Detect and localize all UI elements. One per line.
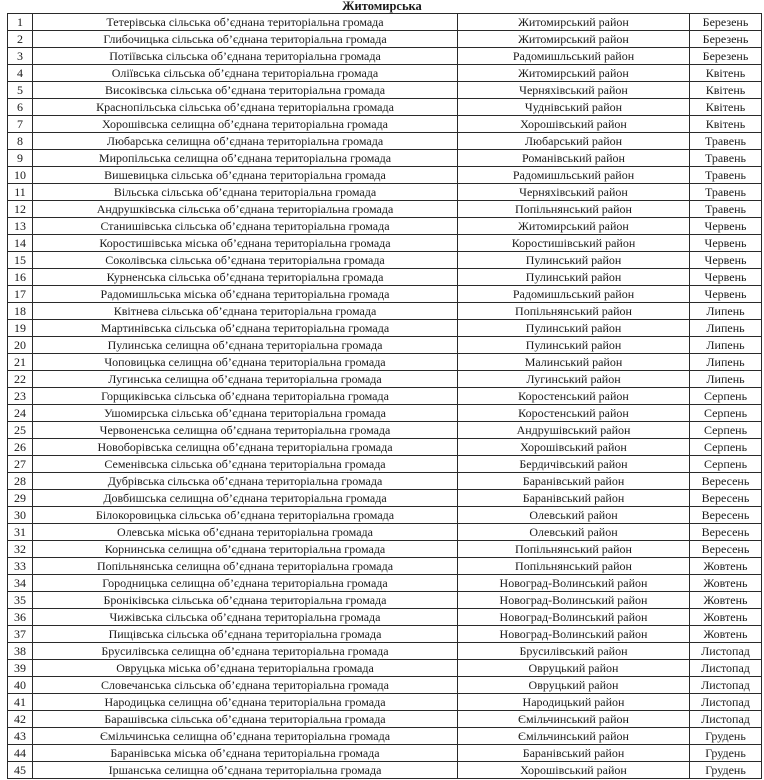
row-number-cell: 19 [8, 320, 33, 337]
table-row [8, 558, 762, 575]
table-row [8, 201, 762, 218]
community-name-cell: Ємільчинська селищна об’єднана територіальна громада [33, 728, 458, 745]
month-cell: Березень [690, 31, 762, 48]
month-cell: Липень [690, 320, 762, 337]
month-cell: Червень [690, 235, 762, 252]
district-cell: Ємільчинський район [458, 728, 690, 745]
table-row [8, 235, 762, 252]
month-cell: Вересень [690, 541, 762, 558]
table-row [8, 82, 762, 99]
table-row [8, 65, 762, 82]
month-cell: Жовтень [690, 592, 762, 609]
month-cell: Липень [690, 354, 762, 371]
community-name-cell: Броніківська сільська об’єднана територіальна громада [33, 592, 458, 609]
month-cell: Червень [690, 269, 762, 286]
table-row [8, 660, 762, 677]
row-number-cell: 39 [8, 660, 33, 677]
community-name-cell: Миропільська селищна об’єднана територіальна громада [33, 150, 458, 167]
district-cell: Овруцький район [458, 660, 690, 677]
row-number-cell: 27 [8, 456, 33, 473]
month-cell: Квітень [690, 82, 762, 99]
row-number-cell: 31 [8, 524, 33, 541]
table-row [8, 167, 762, 184]
row-number-cell: 14 [8, 235, 33, 252]
district-cell: Черняхівський район [458, 184, 690, 201]
community-name-cell: Любарська селищна об’єднана територіальна громада [33, 133, 458, 150]
community-name-cell: Вишевицька сільська об’єднана територіальна громада [33, 167, 458, 184]
district-cell: Бердичівський район [458, 456, 690, 473]
table-row [8, 116, 762, 133]
community-name-cell: Ушомирська сільська об’єднана територіальна громада [33, 405, 458, 422]
table-row [8, 592, 762, 609]
month-cell: Грудень [690, 762, 762, 779]
table-row [8, 609, 762, 626]
district-cell: Попільнянський район [458, 201, 690, 218]
month-cell: Грудень [690, 745, 762, 762]
community-name-cell: Високівська сільська об’єднана територіальна громада [33, 82, 458, 99]
community-name-cell: Іршанська селищна об’єднана територіальна громада [33, 762, 458, 779]
district-cell: Радомишльський район [458, 286, 690, 303]
row-number-cell: 35 [8, 592, 33, 609]
month-cell: Квітень [690, 65, 762, 82]
community-name-cell: Станишівська сільська об’єднана територіальна громада [33, 218, 458, 235]
row-number-cell: 40 [8, 677, 33, 694]
table-row [8, 252, 762, 269]
row-number-cell: 12 [8, 201, 33, 218]
district-cell: Коростенський район [458, 388, 690, 405]
table-row [8, 541, 762, 558]
region-title: Житомирська [342, 0, 422, 13]
table-row [8, 439, 762, 456]
row-number-cell: 28 [8, 473, 33, 490]
community-name-cell: Курненська сільська об’єднана територіальна громада [33, 269, 458, 286]
table-row [8, 388, 762, 405]
table-row [8, 575, 762, 592]
district-cell: Олевський район [458, 507, 690, 524]
row-number-cell: 4 [8, 65, 33, 82]
community-name-cell: Мартинівська сільська об’єднана територіальна громада [33, 320, 458, 337]
district-cell: Баранівський район [458, 490, 690, 507]
table-row [8, 14, 762, 31]
row-number-cell: 15 [8, 252, 33, 269]
district-cell: Пулинський район [458, 269, 690, 286]
month-cell: Червень [690, 252, 762, 269]
table-row [8, 762, 762, 779]
row-number-cell: 6 [8, 99, 33, 116]
table-row [8, 48, 762, 65]
row-number-cell: 22 [8, 371, 33, 388]
table-row [8, 354, 762, 371]
community-name-cell: Овруцька міська об’єднана територіальна громада [33, 660, 458, 677]
month-cell: Квітень [690, 99, 762, 116]
month-cell: Листопад [690, 643, 762, 660]
district-cell: Новоград-Волинський район [458, 626, 690, 643]
row-number-cell: 43 [8, 728, 33, 745]
table-row [8, 337, 762, 354]
month-cell: Листопад [690, 711, 762, 728]
month-cell: Листопад [690, 694, 762, 711]
district-cell: Попільнянський район [458, 541, 690, 558]
district-cell: Брусилівський район [458, 643, 690, 660]
district-cell: Чуднівський район [458, 99, 690, 116]
community-name-cell: Народицька селищна об’єднана територіальна громада [33, 694, 458, 711]
month-cell: Вересень [690, 473, 762, 490]
community-name-cell: Семенівська сільська об’єднана територіальна громада [33, 456, 458, 473]
row-number-cell: 29 [8, 490, 33, 507]
row-number-cell: 20 [8, 337, 33, 354]
row-number-cell: 34 [8, 575, 33, 592]
table-row [8, 422, 762, 439]
community-name-cell: Горщиківська сільська об’єднана територіальна громада [33, 388, 458, 405]
district-cell: Житомирський район [458, 65, 690, 82]
district-cell: Малинський район [458, 354, 690, 371]
community-name-cell: Пищівська сільська об’єднана територіальна громада [33, 626, 458, 643]
communities-table [7, 13, 762, 779]
month-cell: Березень [690, 14, 762, 31]
community-name-cell: Червоненська селищна об’єднана територіальна громада [33, 422, 458, 439]
district-cell: Баранівський район [458, 473, 690, 490]
district-cell: Баранівський район [458, 745, 690, 762]
month-cell: Вересень [690, 507, 762, 524]
community-name-cell: Білокоровицька сільська об’єднана територіальна громада [33, 507, 458, 524]
district-cell: Хорошівський район [458, 116, 690, 133]
row-number-cell: 38 [8, 643, 33, 660]
community-name-cell: Пулинська селищна об’єднана територіальна громада [33, 337, 458, 354]
row-number-cell: 3 [8, 48, 33, 65]
district-cell: Радомишльський район [458, 167, 690, 184]
row-number-cell: 45 [8, 762, 33, 779]
table-row [8, 269, 762, 286]
row-number-cell: 21 [8, 354, 33, 371]
month-cell: Липень [690, 371, 762, 388]
row-number-cell: 36 [8, 609, 33, 626]
month-cell: Вересень [690, 490, 762, 507]
district-cell: Овруцький район [458, 677, 690, 694]
district-cell: Радомишльський район [458, 48, 690, 65]
table-row [8, 405, 762, 422]
month-cell: Травень [690, 133, 762, 150]
table-row [8, 184, 762, 201]
month-cell: Серпень [690, 422, 762, 439]
community-name-cell: Глибочицька сільська об’єднана територіальна громада [33, 31, 458, 48]
month-cell: Листопад [690, 660, 762, 677]
row-number-cell: 11 [8, 184, 33, 201]
month-cell: Червень [690, 218, 762, 235]
table-row [8, 524, 762, 541]
row-number-cell: 13 [8, 218, 33, 235]
month-cell: Серпень [690, 456, 762, 473]
table-row [8, 711, 762, 728]
district-cell: Пулинський район [458, 337, 690, 354]
community-name-cell: Тетерівська сільська об’єднана територіальна громада [33, 14, 458, 31]
community-name-cell: Хорошівська селищна об’єднана територіальна громада [33, 116, 458, 133]
month-cell: Травень [690, 150, 762, 167]
row-number-cell: 1 [8, 14, 33, 31]
district-cell: Олевський район [458, 524, 690, 541]
month-cell: Жовтень [690, 609, 762, 626]
community-name-cell: Городницька селищна об’єднана територіальна громада [33, 575, 458, 592]
month-cell: Липень [690, 303, 762, 320]
row-number-cell: 32 [8, 541, 33, 558]
table-row [8, 694, 762, 711]
row-number-cell: 23 [8, 388, 33, 405]
community-name-cell: Вільська сільська об’єднана територіальна громада [33, 184, 458, 201]
table-row [8, 728, 762, 745]
district-cell: Попільнянський район [458, 303, 690, 320]
district-cell: Черняхівський район [458, 82, 690, 99]
month-cell: Квітень [690, 116, 762, 133]
row-number-cell: 18 [8, 303, 33, 320]
month-cell: Листопад [690, 677, 762, 694]
row-number-cell: 26 [8, 439, 33, 456]
table-row [8, 150, 762, 167]
row-number-cell: 25 [8, 422, 33, 439]
month-cell: Грудень [690, 728, 762, 745]
row-number-cell: 37 [8, 626, 33, 643]
month-cell: Липень [690, 337, 762, 354]
table-row [8, 626, 762, 643]
row-number-cell: 33 [8, 558, 33, 575]
table-row [8, 218, 762, 235]
district-cell: Романівський район [458, 150, 690, 167]
district-cell: Житомирський район [458, 218, 690, 235]
community-name-cell: Коростишівська міська об’єднана територіальна громада [33, 235, 458, 252]
community-name-cell: Оліївська сільська об’єднана територіальна громада [33, 65, 458, 82]
district-cell: Попільнянський район [458, 558, 690, 575]
row-number-cell: 42 [8, 711, 33, 728]
month-cell: Червень [690, 286, 762, 303]
table-row [8, 99, 762, 116]
community-name-cell: Дубрівська сільська об’єднана територіальна громада [33, 473, 458, 490]
community-name-cell: Попільнянська селищна об’єднана територіальна громада [33, 558, 458, 575]
table-row [8, 473, 762, 490]
community-name-cell: Довбишська селищна об’єднана територіальна громада [33, 490, 458, 507]
community-name-cell: Словечанська сільська об’єднана територіальна громада [33, 677, 458, 694]
community-name-cell: Чижівська сільська об’єднана територіальна громада [33, 609, 458, 626]
community-name-cell: Андрушківська сільська об’єднана територіальна громада [33, 201, 458, 218]
row-number-cell: 41 [8, 694, 33, 711]
community-name-cell: Брусилівська селищна об’єднана територіальна громада [33, 643, 458, 660]
district-cell: Новоград-Волинський район [458, 575, 690, 592]
table-row [8, 507, 762, 524]
district-cell: Новоград-Волинський район [458, 592, 690, 609]
district-cell: Ємільчинський район [458, 711, 690, 728]
table-row [8, 490, 762, 507]
table-body [8, 14, 762, 779]
table-row [8, 677, 762, 694]
month-cell: Травень [690, 184, 762, 201]
month-cell: Травень [690, 167, 762, 184]
community-name-cell: Радомишльська міська об’єднана територіальна громада [33, 286, 458, 303]
district-cell: Новоград-Волинський район [458, 609, 690, 626]
community-name-cell: Лугинська селищна об’єднана територіальна громада [33, 371, 458, 388]
row-number-cell: 8 [8, 133, 33, 150]
row-number-cell: 10 [8, 167, 33, 184]
table-row [8, 286, 762, 303]
row-number-cell: 17 [8, 286, 33, 303]
district-cell: Лугинський район [458, 371, 690, 388]
community-name-cell: Баранівська міська об’єднана територіальна громада [33, 745, 458, 762]
month-cell: Серпень [690, 388, 762, 405]
community-name-cell: Потіївська сільська об’єднана територіальна громада [33, 48, 458, 65]
community-name-cell: Соколівська сільська об’єднана територіальна громада [33, 252, 458, 269]
row-number-cell: 7 [8, 116, 33, 133]
month-cell: Жовтень [690, 558, 762, 575]
month-cell: Травень [690, 201, 762, 218]
month-cell: Серпень [690, 405, 762, 422]
community-name-cell: Олевська міська об’єднана територіальна громада [33, 524, 458, 541]
row-number-cell: 24 [8, 405, 33, 422]
community-name-cell: Чоповицька селищна об’єднана територіальна громада [33, 354, 458, 371]
community-name-cell: Краснопільська сільська об’єднана територіальна громада [33, 99, 458, 116]
month-cell: Серпень [690, 439, 762, 456]
row-number-cell: 30 [8, 507, 33, 524]
table-row [8, 456, 762, 473]
table-row [8, 643, 762, 660]
month-cell: Вересень [690, 524, 762, 541]
month-cell: Жовтень [690, 575, 762, 592]
month-cell: Березень [690, 48, 762, 65]
district-cell: Хорошівський район [458, 762, 690, 779]
table-row [8, 320, 762, 337]
month-cell: Жовтень [690, 626, 762, 643]
row-number-cell: 2 [8, 31, 33, 48]
row-number-cell: 9 [8, 150, 33, 167]
district-cell: Андрушівський район [458, 422, 690, 439]
community-name-cell: Корнинська селищна об’єднана територіальна громада [33, 541, 458, 558]
district-cell: Хорошівський район [458, 439, 690, 456]
district-cell: Любарський район [458, 133, 690, 150]
district-cell: Пулинський район [458, 252, 690, 269]
table-row [8, 745, 762, 762]
district-cell: Народицький район [458, 694, 690, 711]
district-cell: Житомирський район [458, 14, 690, 31]
community-name-cell: Новоборівська селищна об’єднана територіальна громада [33, 439, 458, 456]
table-row [8, 133, 762, 150]
district-cell: Житомирський район [458, 31, 690, 48]
row-number-cell: 16 [8, 269, 33, 286]
table-row [8, 371, 762, 388]
district-cell: Пулинський район [458, 320, 690, 337]
district-cell: Коростенський район [458, 405, 690, 422]
row-number-cell: 44 [8, 745, 33, 762]
row-number-cell: 5 [8, 82, 33, 99]
community-name-cell: Квітнева сільська об’єднана територіальна громада [33, 303, 458, 320]
table-row [8, 303, 762, 320]
community-name-cell: Барашівська сільська об’єднана територіальна громада [33, 711, 458, 728]
table-row [8, 31, 762, 48]
district-cell: Коростишівський район [458, 235, 690, 252]
